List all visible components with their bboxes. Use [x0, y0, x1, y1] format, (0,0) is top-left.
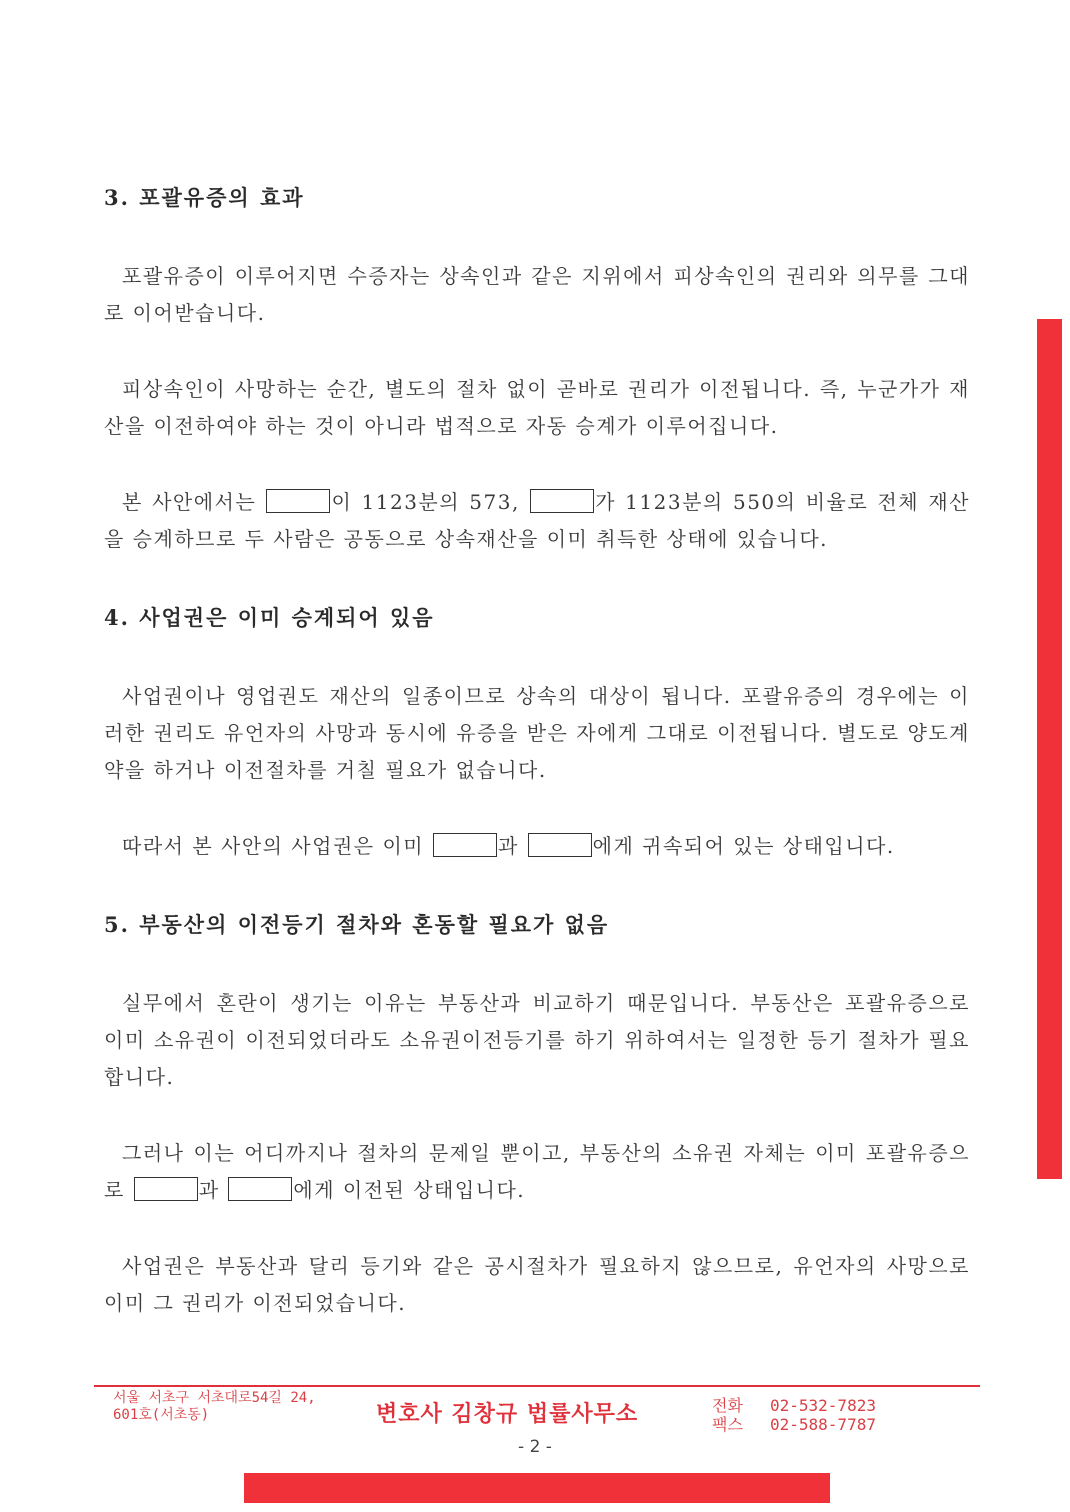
- section-5-paragraph-1: 실무에서 혼란이 생기는 이유는 부동산과 비교하기 때문입니다. 부동산은 포괄유증으로 이미 소유권이 이전되었더라도 소유권이전등기를 하기 위하여서는 일정한 등기 절차가 필요합니다.: [104, 991, 970, 1089]
- section-5-paragraph-3: 사업권은 부동산과 달리 등기와 같은 공시절차가 필요하지 않으므로, 유언자의 사망으로 이미 그 권리가 이전되었습니다.: [104, 1254, 970, 1315]
- section-4-paragraph-1: 사업권이나 영업권도 재산의 일종이므로 상속의 대상이 됩니다. 포괄유증의 경우에는 이러한 권리도 유언자의 사망과 동시에 유증을 받은 자에게 그대로 이전됩니다. 별도로 양도계약을 하거나 이전절차를 거칠 필요가 없습니다.: [104, 684, 970, 782]
- footer-contact: [712, 1396, 876, 1434]
- section-3-paragraph-3: [104, 484, 970, 558]
- section-3-paragraph-2: 피상속인이 사망하는 순간, 별도의 절차 없이 곧바로 권리가 이전됩니다. 즉, 누군가가 재산을 이전하여야 하는 것이 아니라 법적으로 자동 승계가 이루어집니다.: [104, 377, 970, 438]
- address-line-2: 601호(서초동): [113, 1407, 210, 1423]
- text-run: 과: [497, 834, 527, 858]
- redacted-name-box: [228, 1177, 292, 1201]
- section-4-paragraph-2: [104, 828, 970, 865]
- fax-number: 02-588-7787: [770, 1415, 876, 1434]
- text-run: 에게 이전된 상태입니다.: [293, 1178, 526, 1202]
- document-body: [104, 182, 970, 1322]
- text-run: 과: [198, 1178, 228, 1202]
- section-3-heading: 3. 포괄유증의 효과: [104, 185, 305, 210]
- address-line-1: 서울 서초구 서초대로54길 24,: [113, 1390, 316, 1406]
- text-run: 따라서 본 사안의 사업권은 이미: [122, 834, 432, 858]
- redacted-name-box: [433, 833, 497, 857]
- phone-row: [712, 1396, 876, 1415]
- text-run: 에게 귀속되어 있는 상태입니다.: [592, 834, 895, 858]
- redacted-name-box: [530, 489, 594, 513]
- page-number: - 2 -: [518, 1437, 552, 1457]
- phone-number: 02-532-7823: [770, 1396, 876, 1415]
- text-run: 그러나 이는 어디까지나 절차의 문제일 뿐이고, 부동산의 소유권 자체는 이미 포괄유증으로: [104, 1141, 970, 1202]
- redacted-name-box: [266, 489, 330, 513]
- side-accent-bar: [1037, 319, 1062, 1179]
- bottom-accent-bar: [244, 1473, 830, 1503]
- footer-address: [113, 1390, 363, 1424]
- section-4-heading: 4. 사업권은 이미 승계되어 있음: [104, 605, 435, 630]
- redacted-name-box: [134, 1177, 198, 1201]
- footer-divider: [94, 1385, 980, 1387]
- section-3-paragraph-1: 포괄유증이 이루어지면 수증자는 상속인과 같은 지위에서 피상속인의 권리와 의무를 그대로 이어받습니다.: [104, 264, 970, 325]
- text-run: 이 1123분의 573,: [331, 490, 530, 514]
- firm-name: 변호사 김창규 법률사무소: [376, 1402, 639, 1427]
- phone-label: 전화: [712, 1396, 743, 1415]
- section-5-heading: 5. 부동산의 이전등기 절차와 혼동할 필요가 없음: [104, 912, 610, 937]
- fax-row: [712, 1415, 876, 1434]
- section-5-paragraph-2: [104, 1135, 970, 1209]
- fax-label: 팩스: [712, 1415, 743, 1434]
- text-run: 본 사안에서는: [122, 490, 266, 514]
- text-run: 가 1123분의 550의 비율로 전체 재산을 승계하므로 두 사람은 공동으로 상속재산을 이미 취득한 상태에 있습니다.: [104, 490, 970, 551]
- redacted-name-box: [528, 833, 592, 857]
